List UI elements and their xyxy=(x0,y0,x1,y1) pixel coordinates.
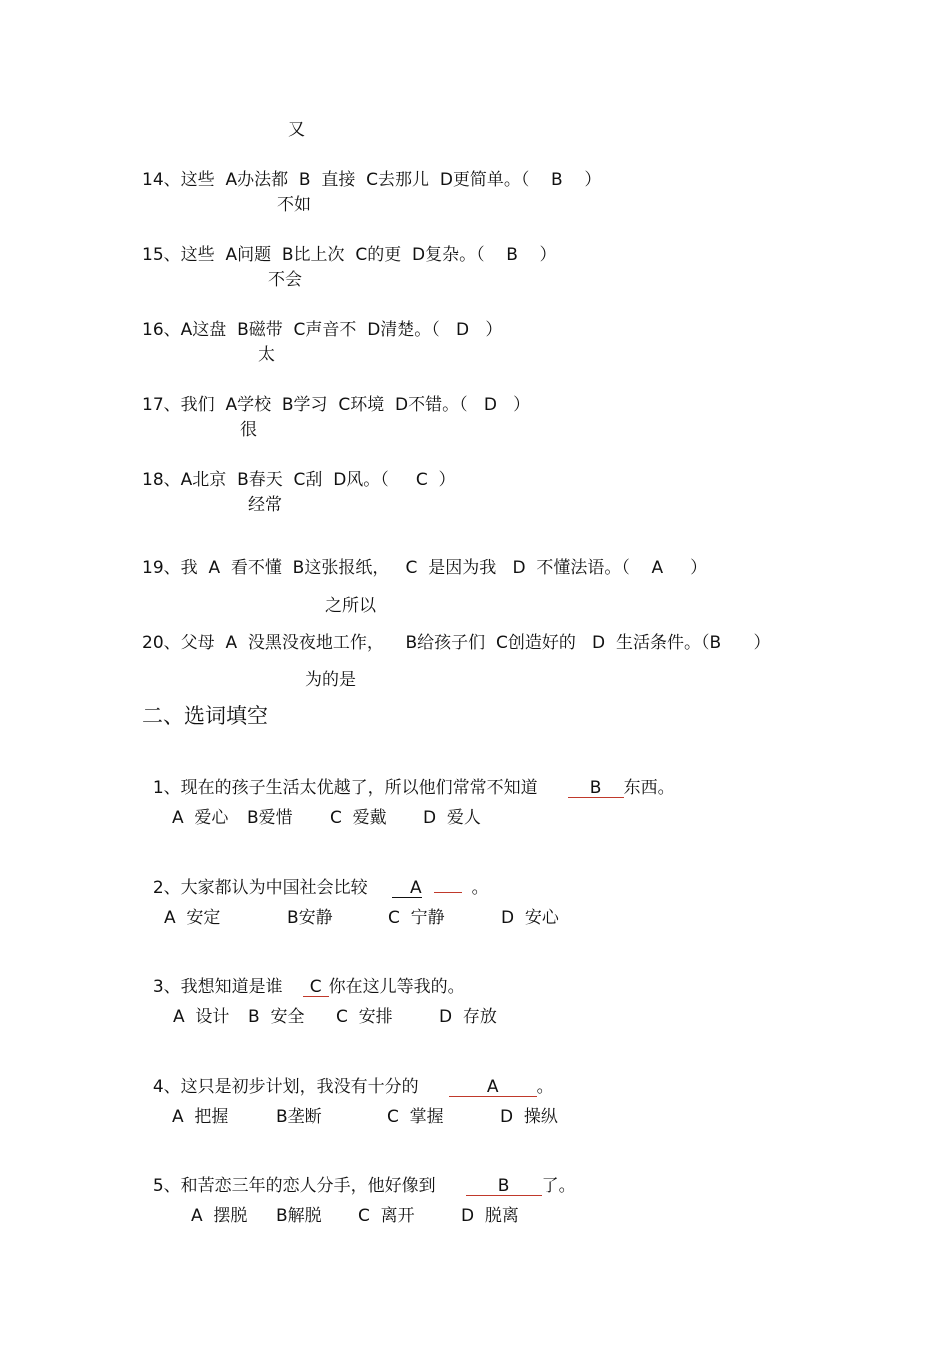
q5-option-c: C 离开 xyxy=(358,1206,415,1226)
q5-option-a: A 摆脱 xyxy=(191,1206,248,1226)
question-4-options xyxy=(0,1107,950,1127)
item-15: 15、这些 A问题 B比上次 C的更 D复杂。（ B ） xyxy=(142,245,557,265)
item-17: 17、我们 A学校 B学习 C环境 D不错。（ D ） xyxy=(142,395,531,415)
q1-option-d: D 爱人 xyxy=(423,808,481,828)
question-1-options xyxy=(0,808,950,828)
question-5-answer: B xyxy=(466,1177,542,1196)
q4-option-c: C 掌握 xyxy=(387,1107,444,1127)
q1-option-c: C 爱戴 xyxy=(330,808,387,828)
q2-option-b: B安静 xyxy=(287,908,333,928)
item-19-hint: 之所以 xyxy=(325,596,376,616)
question-1-prefix: 1、现在的孩子生活太优越了，所以他们常常不知道 xyxy=(152,778,538,798)
item-18-hint: 经常 xyxy=(248,495,282,515)
item-19: 19、我 A 看不懂 B这张报纸， C 是因为我 D 不懂法语。（ A ） xyxy=(142,558,708,578)
q5-option-d: D 脱离 xyxy=(461,1206,519,1226)
q3-option-d: D 存放 xyxy=(439,1007,497,1027)
item-20: 20、父母 A 没黑没夜地工作， B给孩子们 C创造好的 D 生活条件。（B ） xyxy=(142,633,771,653)
q4-option-d: D 操纵 xyxy=(500,1107,558,1127)
q4-option-b: B垄断 xyxy=(276,1107,322,1127)
item-16: 16、A这盘 B磁带 C声音不 D清楚。（ D ） xyxy=(142,320,503,340)
q3-option-a: A 设计 xyxy=(173,1007,230,1027)
top-hint: 又 xyxy=(288,120,305,140)
item-20-hint: 为的是 xyxy=(305,670,356,690)
question-2-suffix: 。 xyxy=(471,878,489,898)
question-1 xyxy=(142,758,675,798)
question-2-answer: A xyxy=(392,879,422,898)
q1-option-b: B爱惜 xyxy=(247,808,293,828)
q5-option-b: B解脱 xyxy=(276,1206,322,1226)
question-5-suffix: 了。 xyxy=(541,1176,576,1196)
question-1-answer: B xyxy=(568,779,624,798)
question-4-answer: A xyxy=(449,1078,537,1097)
question-2-options xyxy=(0,908,950,928)
q2-option-c: C 宁静 xyxy=(388,908,445,928)
question-4-prefix: 4、这只是初步计划，我没有十分的 xyxy=(152,1077,419,1097)
section-heading: 二、选词填空 xyxy=(142,704,268,728)
question-2 xyxy=(142,858,489,898)
q2-option-d: D 安心 xyxy=(501,908,559,928)
question-3-suffix: 你在这儿等我的。 xyxy=(328,977,465,997)
item-14: 14、这些 A办法都 B 直接 C去那儿 D更简单。（ B ） xyxy=(142,170,602,190)
item-17-hint: 很 xyxy=(240,420,257,440)
question-5-prefix: 5、和苦恋三年的恋人分手，他好像到 xyxy=(152,1176,436,1196)
question-4 xyxy=(142,1057,554,1097)
q3-option-b: B 安全 xyxy=(248,1007,305,1027)
question-5 xyxy=(142,1156,576,1196)
question-2-blank-tail xyxy=(434,892,462,893)
q4-option-a: A 把握 xyxy=(172,1107,229,1127)
question-3 xyxy=(142,957,465,997)
question-4-suffix: 。 xyxy=(536,1077,554,1097)
q2-option-a: A 安定 xyxy=(164,908,221,928)
question-3-options xyxy=(0,1007,950,1027)
question-1-suffix: 东西。 xyxy=(623,778,675,798)
question-5-options xyxy=(0,1206,950,1226)
question-3-answer: C xyxy=(303,978,329,997)
q3-option-c: C 安排 xyxy=(336,1007,393,1027)
item-14-hint: 不如 xyxy=(277,195,311,215)
item-16-hint: 太 xyxy=(258,345,275,365)
item-15-hint: 不会 xyxy=(268,270,302,290)
question-3-prefix: 3、我想知道是谁 xyxy=(152,977,283,997)
q1-option-a: A 爱心 xyxy=(172,808,229,828)
question-2-prefix: 2、大家都认为中国社会比较 xyxy=(152,878,368,898)
item-18: 18、A北京 B春天 C刮 D风。（ C ） xyxy=(142,470,456,490)
